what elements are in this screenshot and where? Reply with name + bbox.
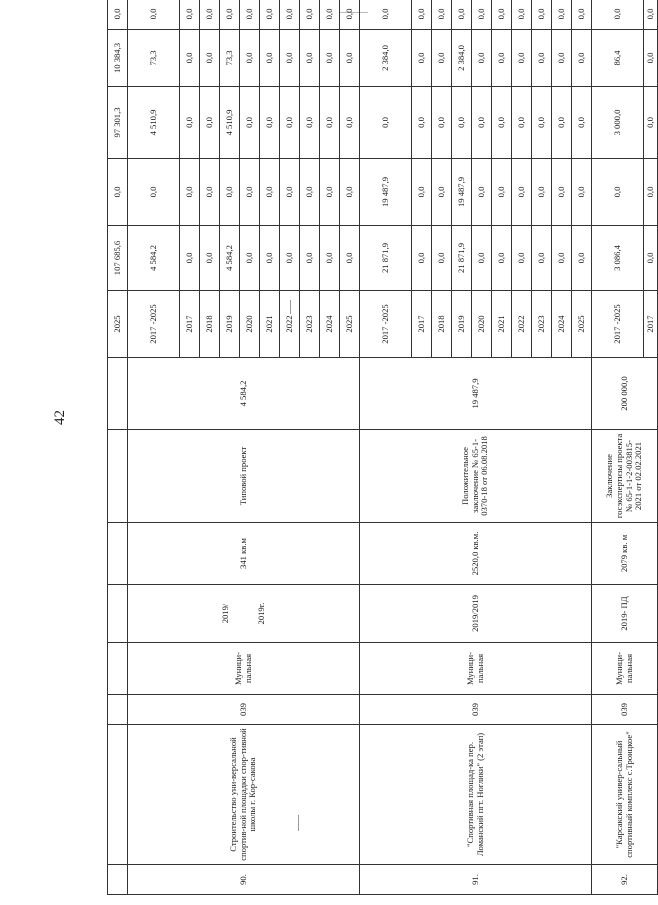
cell xyxy=(108,585,128,643)
cell: 0,0 xyxy=(552,226,572,291)
cell: 0,0 xyxy=(452,0,472,30)
project-name: "Спортивная площад-ка пер. Ломанский пгт. Ноглики" (2 этап) xyxy=(360,725,592,865)
cell: 0,0 xyxy=(432,159,452,226)
cell xyxy=(108,695,128,725)
cell: 0,0 xyxy=(572,30,592,87)
cell: 0,0 xyxy=(280,159,300,226)
project-period: 2019/2019 xyxy=(360,585,592,643)
cell: 0,0 xyxy=(320,30,340,87)
cell: 2017 xyxy=(644,291,658,358)
cell: 2019 xyxy=(452,291,472,358)
cell: 0,0 xyxy=(180,30,200,87)
cell: 19 487,9 xyxy=(360,159,412,226)
cell: 0,0 xyxy=(532,159,552,226)
cell: 19 487,9 xyxy=(452,159,472,226)
cell: 0,0 xyxy=(432,226,452,291)
cell: 86,4 xyxy=(592,30,644,87)
cell: 0,0 xyxy=(200,30,220,87)
cell: 0,0 xyxy=(300,30,320,87)
cell: 0,0 xyxy=(432,0,452,30)
project-capacity: 2079 кв. м xyxy=(592,523,658,585)
cell: 0,0 xyxy=(360,87,412,159)
cell: 0,0 xyxy=(180,226,200,291)
cell: 0,0 xyxy=(340,0,360,30)
cell: 73,3 xyxy=(220,30,240,87)
cell: 0,0 xyxy=(280,0,300,30)
cell: 0,0 xyxy=(220,0,240,30)
cell: 0,0 xyxy=(492,87,512,159)
cell: 2018 xyxy=(432,291,452,358)
project-name: Строительство уни-версальной спортив-ной площадки спор-тивной школы г. Кор-сакова xyxy=(128,725,360,865)
cell: 2019 xyxy=(220,291,240,358)
project-document: Типовой проект xyxy=(128,430,360,523)
rotated-table-wrapper xyxy=(107,8,655,895)
project-capacity: 341 кв.м xyxy=(128,523,360,585)
cell: 2017 -2025 xyxy=(592,291,644,358)
cell: 0,0 xyxy=(472,159,492,226)
cell: 2021 xyxy=(492,291,512,358)
cell: 21 871,9 xyxy=(360,226,412,291)
cell: 0,0 xyxy=(592,0,644,30)
cell: 0,0 xyxy=(240,87,260,159)
cell: 0,0 xyxy=(472,226,492,291)
cell: 0,0 xyxy=(492,30,512,87)
cell: 3 086,4 xyxy=(592,226,644,291)
project-cost: 4 584,2 xyxy=(128,358,360,430)
cell: 0,0 xyxy=(412,87,432,159)
cell: 73,3 xyxy=(128,30,180,87)
cell: 2020 xyxy=(240,291,260,358)
cell: 0,0 xyxy=(492,226,512,291)
project-period xyxy=(128,585,360,643)
project-code: 039 xyxy=(360,695,592,725)
project-period: 2019- ПД xyxy=(592,585,658,643)
cell: 0,0 xyxy=(180,159,200,226)
cell: 0,0 xyxy=(280,87,300,159)
cell: 0,0 xyxy=(412,0,432,30)
cell: 0,0 xyxy=(108,159,128,226)
project-owner: Муници-пальная xyxy=(360,643,592,695)
cell: 0,0 xyxy=(472,87,492,159)
cell: 0,0 xyxy=(472,0,492,30)
cell: 2025 xyxy=(572,291,592,358)
cell xyxy=(108,643,128,695)
cell: 4 510,9 xyxy=(128,87,180,159)
cell: 0,0 xyxy=(492,159,512,226)
project-period-line: 2019/ xyxy=(219,603,230,624)
cell: 0,0 xyxy=(512,159,532,226)
cell: 0,0 xyxy=(280,30,300,87)
cell: 0,0 xyxy=(340,159,360,226)
cell: 97 301,3 xyxy=(108,87,128,159)
cell: 0,0 xyxy=(280,226,300,291)
project-document: Положительное заключение № 65-1-0370-18 от 06.08.2018 xyxy=(360,430,592,523)
cell: 0,0 xyxy=(180,0,200,30)
cell: 2017 xyxy=(180,291,200,358)
cell: 107 685,6 xyxy=(108,226,128,291)
page-number: 42 xyxy=(52,410,68,425)
cell: 0,0 xyxy=(240,30,260,87)
cell: 2023 xyxy=(532,291,552,358)
cell: 0,0 xyxy=(412,226,432,291)
cell: 2024 xyxy=(320,291,340,358)
cell: 0,0 xyxy=(472,30,492,87)
cell: 0,0 xyxy=(128,159,180,226)
project-capacity: 2520,0 кв.м. xyxy=(360,523,592,585)
cell: 0,0 xyxy=(512,0,532,30)
project-number: 90. xyxy=(128,865,360,895)
cell: 0,0 xyxy=(108,0,128,30)
cell xyxy=(108,725,128,865)
project-cost: 19 487,9 xyxy=(360,358,592,430)
cell: 0,0 xyxy=(240,0,260,30)
cell: 0,0 xyxy=(512,87,532,159)
cell: 0,0 xyxy=(572,159,592,226)
cell: 0,0 xyxy=(200,87,220,159)
cell: 0,0 xyxy=(572,87,592,159)
cell: 0,0 xyxy=(592,159,644,226)
cell: 0,0 xyxy=(260,226,280,291)
cell: 2017 -2025 xyxy=(128,291,180,358)
table-row xyxy=(128,0,180,895)
cell: 0,0 xyxy=(644,0,658,30)
project-number: 92. xyxy=(592,865,658,895)
project-period-line: 2019г. xyxy=(255,602,266,625)
cell: 2024 xyxy=(552,291,572,358)
project-number: 91. xyxy=(360,865,592,895)
cell: 0,0 xyxy=(572,0,592,30)
cell: 0,0 xyxy=(432,30,452,87)
cell: 0,0 xyxy=(532,0,552,30)
cell: 2021 xyxy=(260,291,280,358)
project-owner: Муници-пальная xyxy=(592,643,658,695)
cell: 0,0 xyxy=(240,226,260,291)
cell: 0,0 xyxy=(220,159,240,226)
cell: 0,0 xyxy=(240,159,260,226)
cell: 0,0 xyxy=(340,226,360,291)
cell: 2017 xyxy=(412,291,432,358)
cell: 0,0 xyxy=(532,226,552,291)
cell: 0,0 xyxy=(572,226,592,291)
cell: 0,0 xyxy=(532,87,552,159)
cell: 0,0 xyxy=(300,226,320,291)
cell xyxy=(108,358,128,430)
project-code: 039 xyxy=(592,695,658,725)
cell: 10 384,3 xyxy=(108,30,128,87)
cell: 2023 xyxy=(300,291,320,358)
cell: 0,0 xyxy=(360,0,412,30)
cell: 2022 xyxy=(280,291,300,358)
project-document: Заключение госэкспертизы проекта № 65-1-1-2-003815-2021 от 02.02.2021 xyxy=(592,430,658,523)
cell: 2025 xyxy=(108,291,128,358)
cell: 0,0 xyxy=(200,159,220,226)
cell: 0,0 xyxy=(512,226,532,291)
cell xyxy=(108,523,128,585)
cell: 0,0 xyxy=(492,0,512,30)
table-row xyxy=(592,0,644,895)
cell: 0,0 xyxy=(260,30,280,87)
table-row xyxy=(360,0,412,895)
cell: 0,0 xyxy=(320,226,340,291)
cell: 0,0 xyxy=(452,87,472,159)
cell: 0,0 xyxy=(300,0,320,30)
cell: 2017 -2025 xyxy=(360,291,412,358)
cell: 4 510,9 xyxy=(220,87,240,159)
cell: 0,0 xyxy=(300,159,320,226)
cell: 0,0 xyxy=(412,159,432,226)
project-name: "Карсакский универ-сальный спортивный комплекс с.Троицкое" xyxy=(592,725,658,865)
cell: 0,0 xyxy=(320,0,340,30)
cell: 0,0 xyxy=(320,87,340,159)
project-cost: 200 000,0 xyxy=(592,358,658,430)
project-owner: Муници-пальная xyxy=(128,643,360,695)
cell: 0,0 xyxy=(512,30,532,87)
table-row xyxy=(108,0,128,895)
cell: 0,0 xyxy=(412,30,432,87)
cell: 2 384,0 xyxy=(360,30,412,87)
project-code: 039 xyxy=(128,695,360,725)
investment-table xyxy=(107,0,658,895)
cell: 0,0 xyxy=(644,159,658,226)
cell: 4 584,2 xyxy=(128,226,180,291)
cell: 0,0 xyxy=(552,87,572,159)
cell: 0,0 xyxy=(260,0,280,30)
cell: 0,0 xyxy=(644,87,658,159)
cell: 0,0 xyxy=(260,159,280,226)
cell: 2020 xyxy=(472,291,492,358)
cell: 0,0 xyxy=(644,226,658,291)
cell: 4 584,2 xyxy=(220,226,240,291)
cell: 0,0 xyxy=(200,0,220,30)
cell: 0,0 xyxy=(300,87,320,159)
cell: 2025 xyxy=(340,291,360,358)
cell: 2 384,0 xyxy=(452,30,472,87)
cell: 0,0 xyxy=(200,226,220,291)
cell: 2022 xyxy=(512,291,532,358)
cell: 0,0 xyxy=(432,87,452,159)
cell: 0,0 xyxy=(128,0,180,30)
cell: 0,0 xyxy=(260,87,280,159)
cell: 0,0 xyxy=(340,30,360,87)
cell: 0,0 xyxy=(180,87,200,159)
cell xyxy=(108,865,128,895)
cell: 0,0 xyxy=(532,30,552,87)
cell xyxy=(108,430,128,523)
cell: 21 871,9 xyxy=(452,226,472,291)
cell: 0,0 xyxy=(320,159,340,226)
cell: 0,0 xyxy=(644,30,658,87)
cell: 0,0 xyxy=(552,0,572,30)
cell: 0,0 xyxy=(552,30,572,87)
cell: 0,0 xyxy=(340,87,360,159)
cell: 2018 xyxy=(200,291,220,358)
cell: 0,0 xyxy=(552,159,572,226)
cell: 3 000,0 xyxy=(592,87,644,159)
